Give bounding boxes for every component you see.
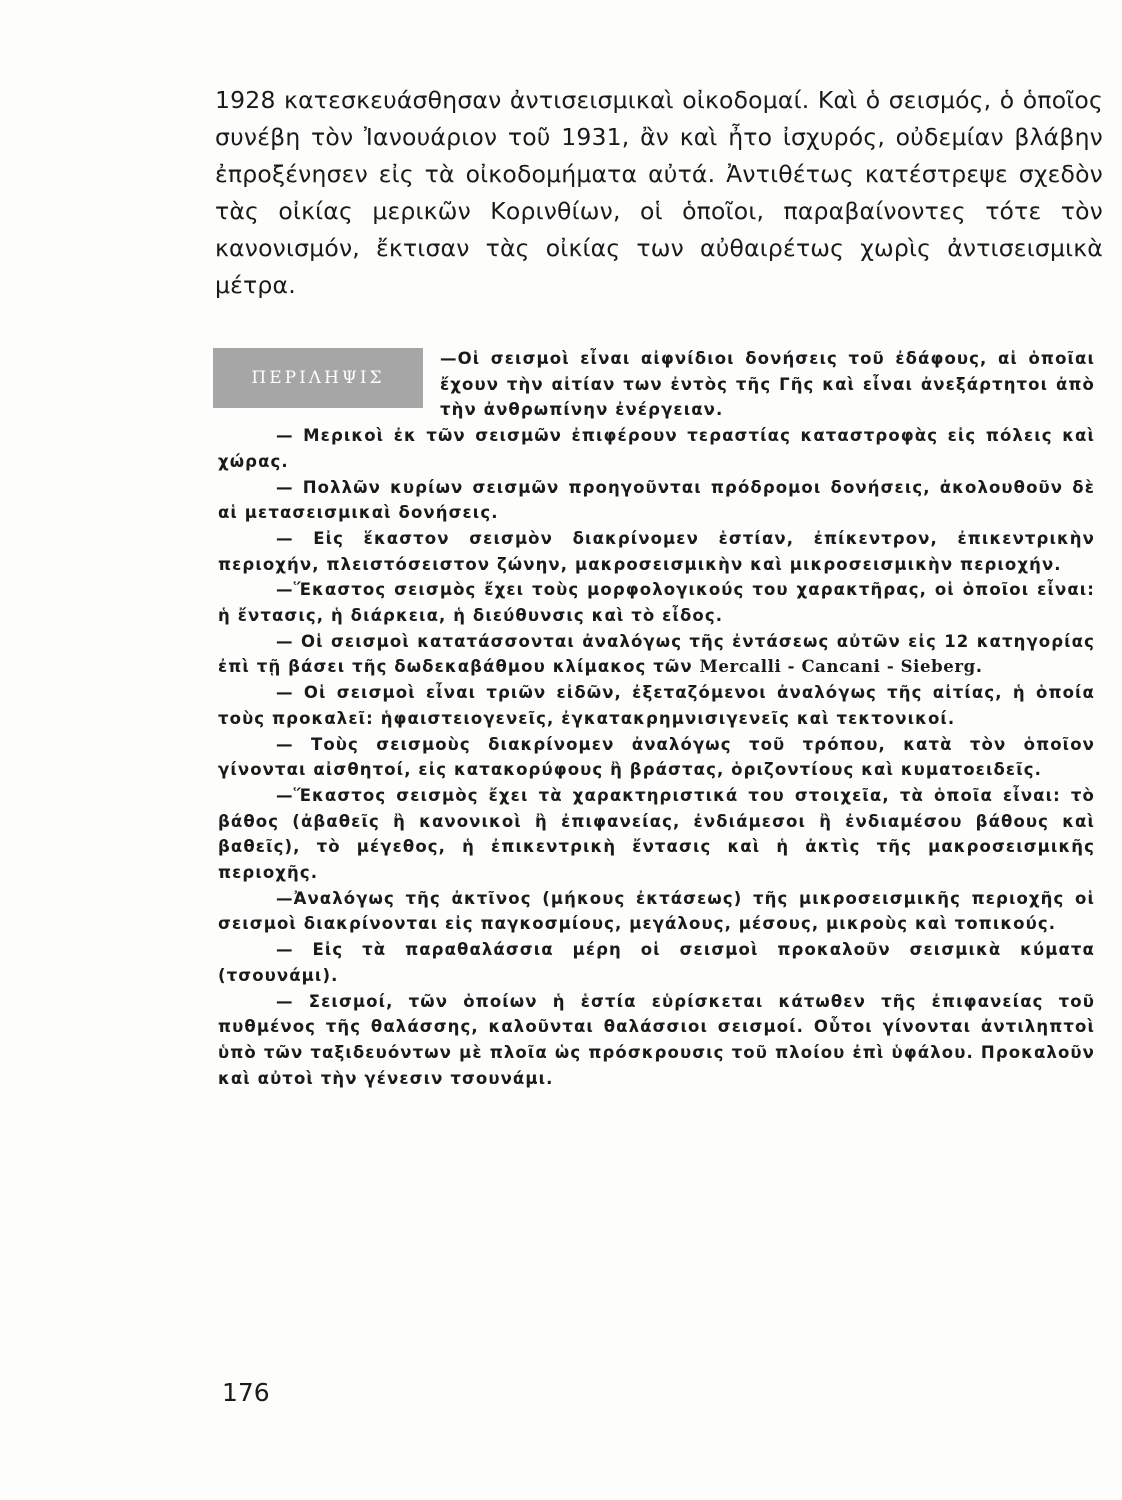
scale-name-end: . <box>975 657 984 677</box>
page-number: 176 <box>222 1378 270 1407</box>
summary-item: — Πολλῶν κυρίων σεισμῶν προηγοῦνται πρόδρομοι δονήσεις, ἀκολουθοῦν δὲ αἱ μετασεισμικαὶ δονήσεις. <box>218 477 1095 523</box>
summary-item: —Ἕκαστος σεισμὸς ἔχει τοὺς μορφολογικούς του χαρακτῆρας, οἱ ὁποῖοι εἶναι: ἡ ἔντασις, ἡ διάρκεια, ἡ διεύθυνσις καὶ τὸ εἶδος. <box>218 580 1095 626</box>
summary-item: — Μερικοὶ ἐκ τῶν σεισμῶν ἐπιφέρουν τεραστίας καταστροφὰς εἰς πόλεις καὶ χώρας. <box>218 426 1095 471</box>
summary-item: — Εἰς τὰ παραθαλάσσια μέρη οἱ σεισμοὶ προκαλοῦν σεισμικὰ κύματα (τσουνάμι). <box>218 940 1095 985</box>
intro-paragraph: 1928 κατεσκευάσθησαν ἀντισεισμικαὶ οἰκοδομαί. Καὶ ὁ σεισμός, ὁ ὁποῖος συνέβη τὸν Ἰανουάριον τοῦ 1931, ἂν καὶ ἦτο ἰσχυρός, οὐδεμίαν βλάβην ἐπροξένησεν εἰς τὰ οἰκοδομήματα αὐτά. Ἀντιθέτως κατέστρεψε σχεδὸν τὰς οἰκίας μερικῶν Κορινθίων, οἱ ὁποῖοι, παραβαίνοντες τότε τὸν κανονισμόν, ἔκτισαν τὰς οἰκίας των αὐθαιρέτως χωρὶς ἀντισεισμικὰ μέτρα. <box>215 86 1103 299</box>
summary-item-text: — Οἱ σεισμοὶ κατατάσσονται ἀναλόγως τῆς ἐντάσεως αὐτῶν εἰς 12 κατηγορίας ἐπὶ τῇ βάσει τῆς δωδεκαβάθμου κλίμακος τῶν <box>218 631 1095 677</box>
summary-item: —Ἕκαστος σεισμὸς ἔχει τὰ χαρακτηριστικά του στοιχεῖα, τὰ ὁποῖα εἶναι: τὸ βάθος (ἀβαθεῖς ἢ κανονικοὶ ἢ ἐπιφανείας, ἐνδιάμεσοι ἢ ἐνδιαμέσου βάθους καὶ βαθεῖς), τὸ μέγεθος, ἡ ἐπικεντρικὴ ἔντασις καὶ ἡ ἀκτὶς τῆς μακροσεισμικῆς περιοχῆς. <box>218 785 1095 883</box>
summary-label: ΠΕΡΙΛΗΨΙΣ <box>213 348 423 408</box>
summary-item: — Εἰς ἕκαστον σεισμὸν διακρίνομεν ἑστίαν, ἐπίκεντρον, ἐπικεντρικὴν περιοχήν, πλειστόσειστον ζώνην, μακροσεισμικὴν καὶ μικροσεισμικὴν περιοχήν. <box>218 528 1095 574</box>
summary-item: — Οἱ σεισμοὶ εἶναι τριῶν εἰδῶν, ἐξεταζόμενοι ἀναλόγως τῆς αἰτίας, ἡ ὁποία τοὺς προκαλεῖ: ἡφαιστειογενεῖς, ἐγκατακρημνισιγενεῖς καὶ τεκτονικοί. <box>218 683 1095 728</box>
scale-name: Mercalli - Cancani - Sieberg <box>699 657 976 677</box>
summary-item: —Ἀναλόγως τῆς ἀκτῖνος (μήκους ἐκτάσεως) τῆς μικροσεισμικῆς περιοχῆς οἱ σεισμοὶ διακρίνονται εἰς παγκοσμίους, μεγάλους, μέσους, μικροὺς καὶ τοπικούς. <box>218 888 1095 934</box>
summary-section <box>218 346 1095 1091</box>
summary-item: — Σεισμοί, τῶν ὁποίων ἡ ἑστία εὑρίσκεται κάτωθεν τῆς ἐπιφανείας τοῦ πυθμένος τῆς θαλάσσης, καλοῦνται θαλάσσιοι σεισμοί. Οὗτοι γίνονται ἀντιληπτοὶ ὑπὸ τῶν ταξιδευόντων μὲ πλοῖα ὡς πρόσκρουσις τοῦ πλοίου ἐπὶ ὑφάλου. Προκαλοῦν καὶ αὐτοὶ τὴν γένεσιν τσουνάμι. <box>218 991 1095 1088</box>
summary-item: —Οἱ σεισμοὶ εἶναι αἰφνίδιοι δονήσεις τοῦ ἐδάφους, αἱ ὁποῖαι ἔχουν τὴν αἰτίαν των ἐντὸς τῆς Γῆς καὶ εἶναι ἀνεξάρτητοι ἀπὸ τὴν ἀνθρωπίνην ἐνέργειαν. <box>440 349 1095 420</box>
summary-item-scale <box>218 629 1095 680</box>
summary-item: — Τοὺς σεισμοὺς διακρίνομεν ἀναλόγως τοῦ τρόπου, κατὰ τὸν ὁποῖον γίνονται αἰσθητοί, εἰς κατακορύφους ἢ βράστας, ὁριζοντίους καὶ κυματοειδεῖς. <box>218 734 1095 780</box>
